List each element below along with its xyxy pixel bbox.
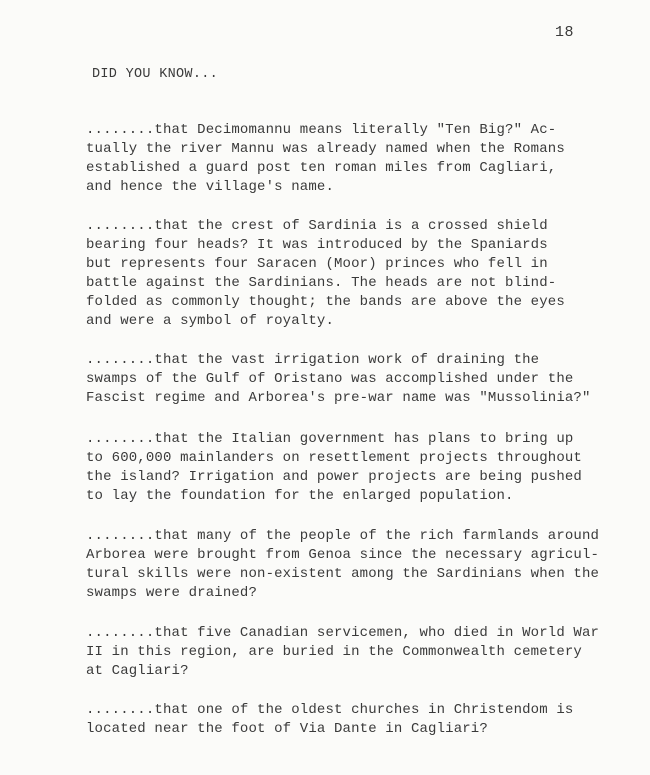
fact-line: swamps were drained?	[86, 585, 258, 601]
fact-line: to lay the foundation for the enlarged population.	[86, 488, 514, 504]
fact-line: ........that one of the oldest churches in Christendom is	[86, 702, 574, 718]
fact-list	[86, 121, 600, 758]
fact-line: ........that the vast irrigation work of draining the	[86, 352, 540, 368]
fact-line: ........that Decimomannu means literally "Ten Big?" Ac-	[86, 122, 557, 138]
fact-line: to 600,000 mainlanders on resettlement projects throughout	[86, 450, 582, 466]
page-heading: DID YOU KNOW...	[92, 67, 219, 82]
fact-line: tually the river Mannu was already named when the Romans	[86, 141, 565, 157]
fact-line: II in this region, are buried in the Commonwealth cemetery	[86, 644, 582, 660]
fact-item	[86, 527, 600, 603]
fact-line: and were a symbol of royalty.	[86, 313, 334, 329]
fact-line: established a guard post ten roman miles from Cagliari,	[86, 160, 557, 176]
fact-line: ........that five Canadian servicemen, who died in World War	[86, 625, 600, 641]
fact-line: Arborea were brought from Genoa since the necessary agricul-	[86, 547, 600, 563]
fact-line: ........that the Italian government has plans to bring up	[86, 431, 574, 447]
fact-item	[86, 121, 596, 197]
fact-line: ........that many of the people of the rich farmlands around	[86, 528, 600, 544]
fact-item	[86, 624, 600, 681]
fact-item	[86, 217, 596, 331]
fact-line: tural skills were non-existent among the Sardinians when the	[86, 566, 600, 582]
fact-line: battle against the Sardinians. The heads are not blind-	[86, 275, 557, 291]
fact-line: folded as commonly thought; the bands are above the eyes	[86, 294, 565, 310]
fact-line: ........that the crest of Sardinia is a crossed shield	[86, 218, 548, 234]
fact-item	[86, 351, 596, 408]
fact-line: Fascist regime and Arborea's pre-war name was "Mussolinia?"	[86, 390, 591, 406]
fact-line: the island? Irrigation and power projects are being pushed	[86, 469, 582, 485]
fact-line: but represents four Saracen (Moor) princes who fell in	[86, 256, 548, 272]
fact-line: and hence the village's name.	[86, 179, 334, 195]
fact-line: swamps of the Gulf of Oristano was accomplished under the	[86, 371, 574, 387]
fact-item	[86, 430, 596, 506]
fact-line: at Cagliari?	[86, 663, 189, 679]
page-number: 18	[554, 24, 574, 41]
fact-line: located near the foot of Via Dante in Cagliari?	[86, 721, 488, 737]
fact-item	[86, 701, 596, 739]
fact-line: bearing four heads? It was introduced by the Spaniards	[86, 237, 548, 253]
